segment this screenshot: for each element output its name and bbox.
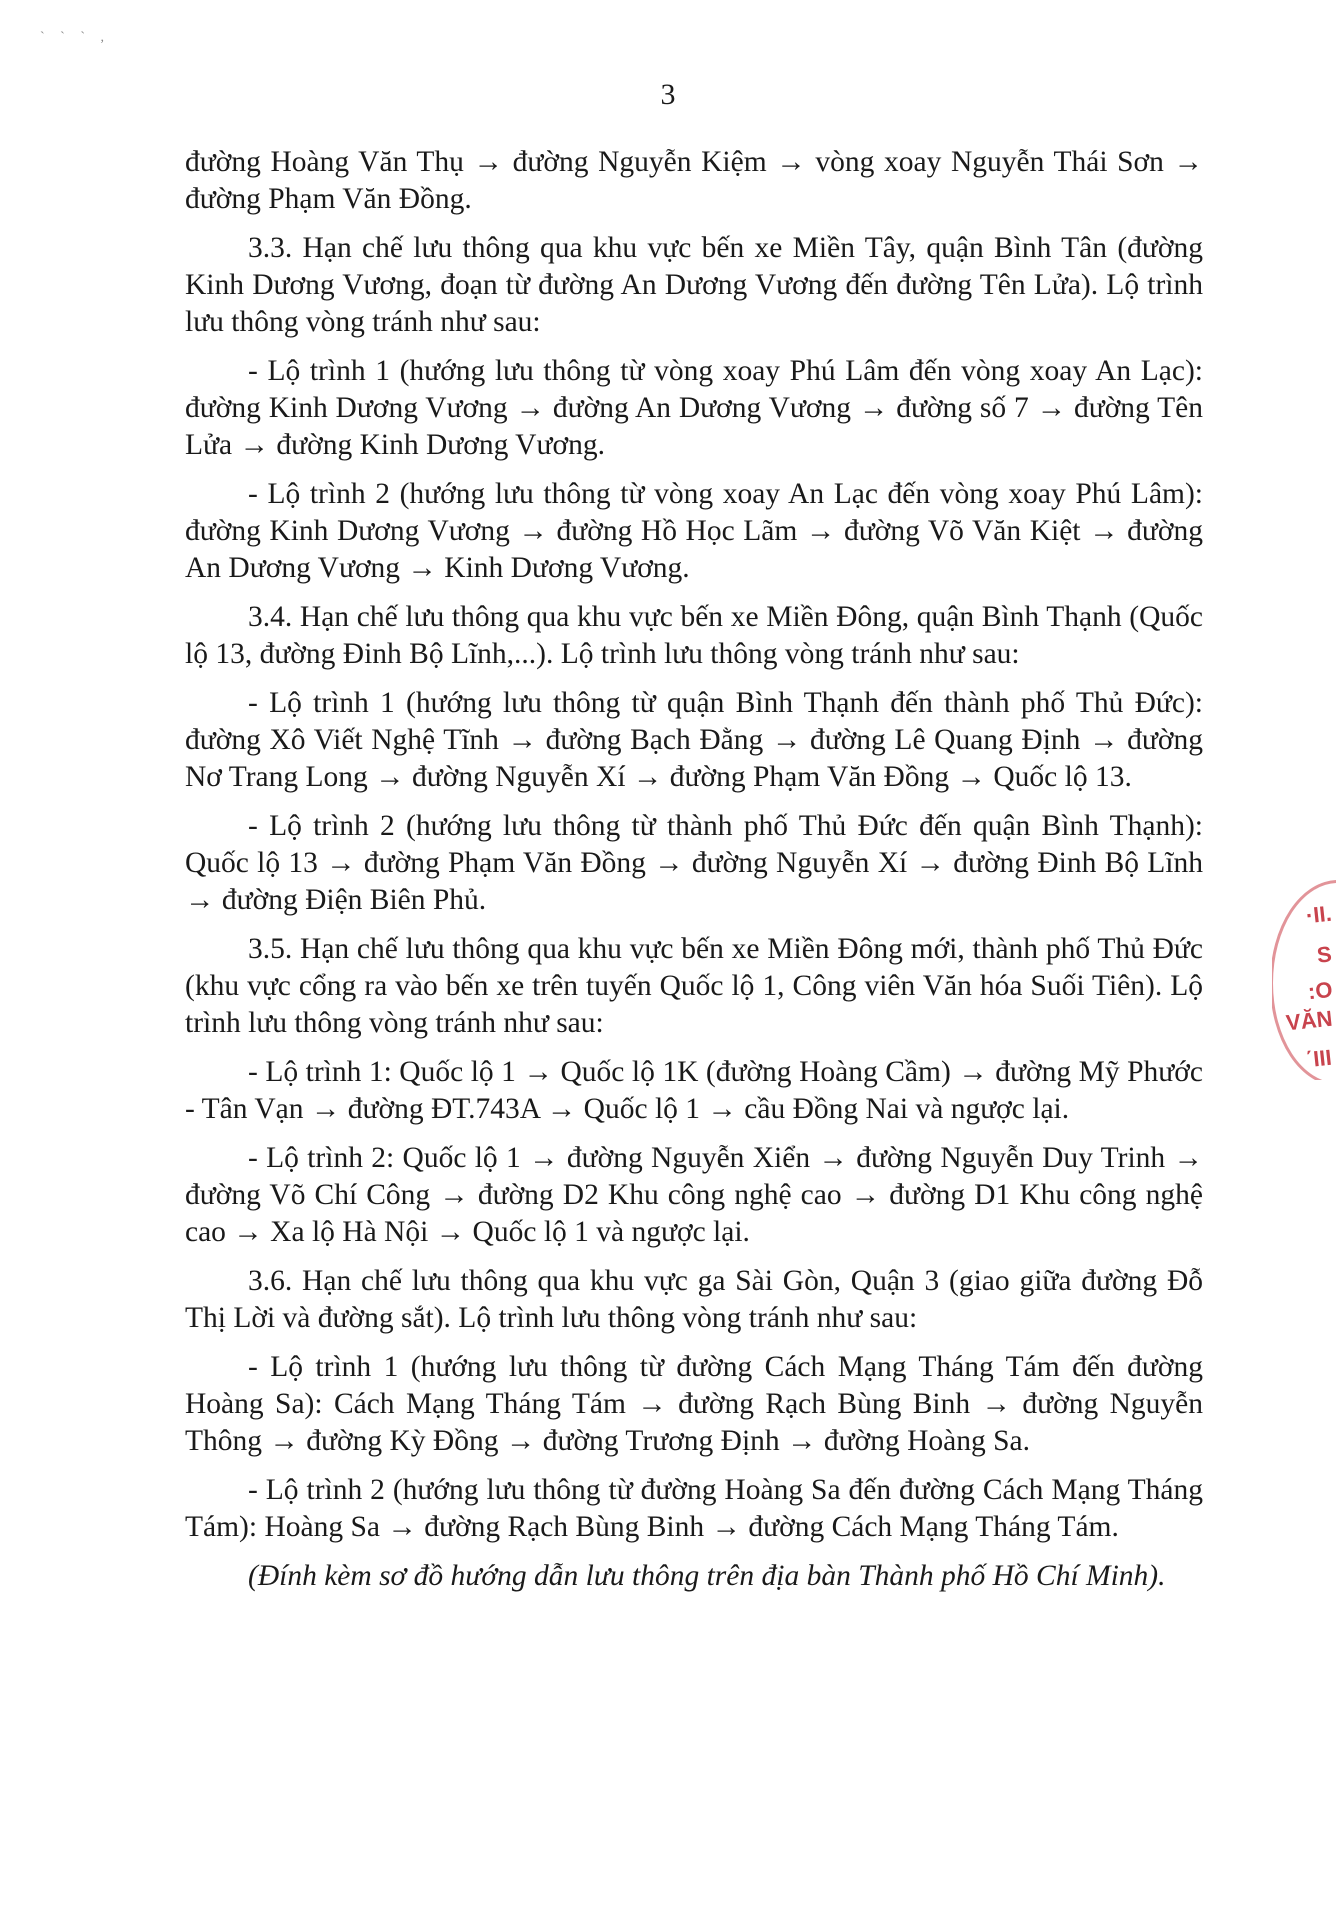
- stamp-text: ΄III: [1305, 1044, 1334, 1073]
- route-item: - Lộ trình 2: Quốc lộ 1 → đường Nguyễn Xiển → đường Nguyễn Duy Trinh → đường Võ Chí Công → đường D2 Khu công nghệ cao → đường D1 Khu công nghệ cao → Xa lộ Hà Nội → Quốc lộ 1 và ngược lại.: [185, 1142, 1203, 1248]
- stamp-text: S: [1315, 941, 1334, 968]
- section-heading-3-5: 3.5. Hạn chế lưu thông qua khu vực bến xe Miền Đông mới, thành phố Thủ Đức (khu vực cổng ra vào bến xe trên tuyến Quốc lộ 1, Công viên Văn hóa Suối Tiên). Lộ trình lưu thông vòng tránh như sau:: [185, 933, 1203, 1039]
- scan-marks: ` ` ` ,: [40, 30, 110, 45]
- stamp-text: :O: [1306, 976, 1334, 1005]
- page-number: 3: [660, 78, 676, 111]
- route-item: - Lộ trình 1 (hướng lưu thông từ đường Cách Mạng Tháng Tám đến đường Hoàng Sa): Cách Mạng Tháng Tám → đường Rạch Bùng Binh → đường Nguyễn Thông → đường Kỳ Đồng → đường Trương Định → đường Hoàng Sa.: [185, 1351, 1203, 1457]
- attachment-note: (Đính kèm sơ đồ hướng dẫn lưu thông trên địa bàn Thành phố Hồ Chí Minh).: [248, 1560, 1166, 1592]
- stamp-text: ·II.: [1305, 900, 1334, 929]
- section-heading-3-4: 3.4. Hạn chế lưu thông qua khu vực bến xe Miền Đông, quận Bình Thạnh (Quốc lộ 13, đường Đinh Bộ Lĩnh,...). Lộ trình lưu thông vòng tránh như sau:: [185, 601, 1203, 670]
- section-heading-3-6: 3.6. Hạn chế lưu thông qua khu vực ga Sài Gòn, Quận 3 (giao giữa đường Đỗ Thị Lời và đường sắt). Lộ trình lưu thông vòng tránh như sau:: [185, 1265, 1203, 1334]
- route-item: - Lộ trình 2 (hướng lưu thông từ đường Hoàng Sa đến đường Cách Mạng Tháng Tám): Hoàng Sa → đường Rạch Bùng Binh → đường Cách Mạng Tháng Tám.: [185, 1474, 1203, 1543]
- route-item: - Lộ trình 1 (hướng lưu thông từ vòng xoay Phú Lâm đến vòng xoay An Lạc): đường Kinh Dương Vương → đường An Dương Vương → đường số 7 → đường Tên Lửa → đường Kinh Dương Vương.: [185, 355, 1203, 461]
- route-item: - Lộ trình 2 (hướng lưu thông từ thành phố Thủ Đức đến quận Bình Thạnh): Quốc lộ 13 → đường Phạm Văn Đồng → đường Nguyễn Xí → đường Đinh Bộ Lĩnh → đường Điện Biên Phủ.: [185, 810, 1203, 916]
- section-heading-3-3: 3.3. Hạn chế lưu thông qua khu vực bến xe Miền Tây, quận Bình Tân (đường Kinh Dương Vương, đoạn từ đường An Dương Vương đến đường Tên Lửa). Lộ trình lưu thông vòng tránh như sau:: [185, 232, 1203, 338]
- route-item: - Lộ trình 1: Quốc lộ 1 → Quốc lộ 1K (đường Hoàng Cầm) → đường Mỹ Phước - Tân Vạn → đường ĐT.743A → Quốc lộ 1 → cầu Đồng Nai và ngược lại.: [185, 1056, 1203, 1125]
- route-item: - Lộ trình 1 (hướng lưu thông từ quận Bình Thạnh đến thành phố Thủ Đức): đường Xô Viết Nghệ Tĩnh → đường Bạch Đằng → đường Lê Quang Định → đường Nơ Trang Long → đường Nguyễn Xí → đường Phạm Văn Đồng → Quốc lộ 13.: [185, 687, 1203, 793]
- route-item: - Lộ trình 2 (hướng lưu thông từ vòng xoay An Lạc đến vòng xoay Phú Lâm): đường Kinh Dương Vương → đường Hồ Học Lãm → đường Võ Văn Kiệt → đường An Dương Vương → Kinh Dương Vương.: [185, 478, 1203, 584]
- document-body: [185, 144, 1203, 1607]
- stamp-text: VĂN: [1284, 1005, 1334, 1036]
- paragraph: đường Hoàng Văn Thụ → đường Nguyễn Kiệm → vòng xoay Nguyễn Thái Sơn → đường Phạm Văn Đồng.: [185, 146, 1203, 215]
- red-stamp-edge: [1272, 880, 1336, 1080]
